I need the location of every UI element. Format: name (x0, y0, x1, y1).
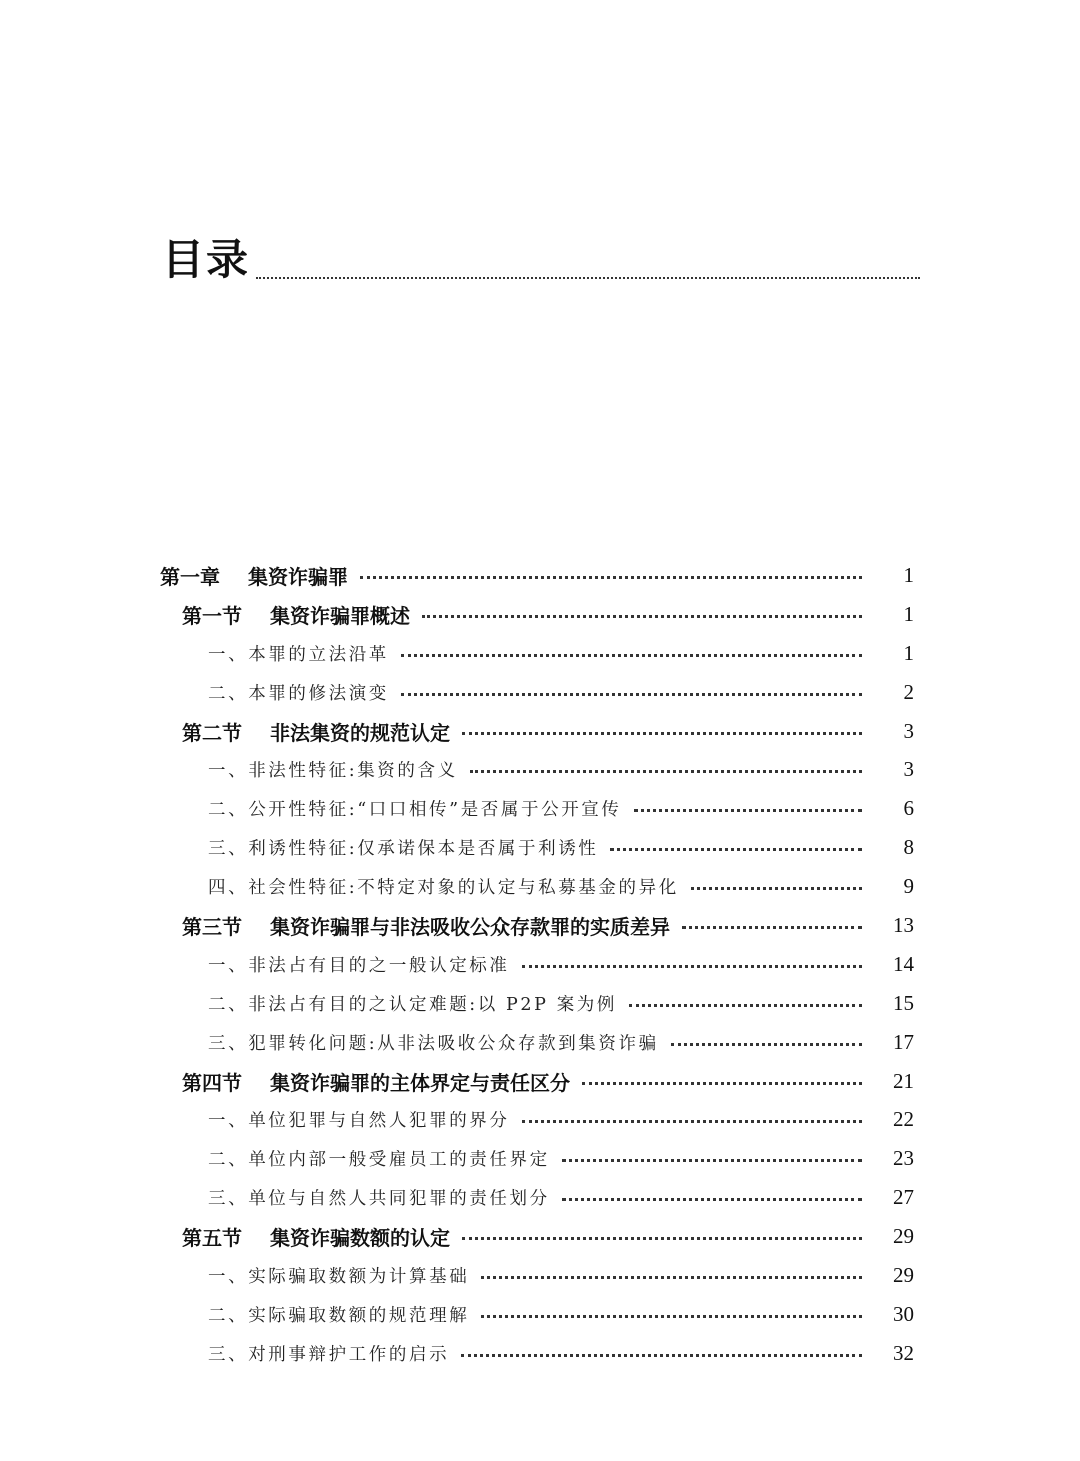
toc-entry-item[interactable] (0, 750, 1080, 789)
toc-entry-text: 一、本罪的立法沿革 (208, 644, 389, 665)
page-number: 29 (893, 1224, 914, 1249)
dot-leader (470, 770, 862, 773)
dot-leader (562, 1198, 862, 1201)
page-number: 27 (893, 1185, 914, 1210)
toc-entry-text (182, 717, 450, 746)
toc-entry-item[interactable] (0, 945, 1080, 984)
toc-entry-label: 第一节 (182, 603, 242, 628)
table-of-contents (0, 556, 1080, 1373)
toc-entry-label: 第三节 (182, 914, 242, 939)
dot-leader (481, 1276, 862, 1279)
dot-leader (461, 1354, 862, 1357)
toc-entry-item[interactable] (0, 673, 1080, 712)
toc-entry-label: 第一章 (160, 564, 220, 589)
page-number: 1 (903, 562, 914, 587)
toc-entry-item[interactable] (0, 828, 1080, 867)
toc-entry-text: 二、非法占有目的之认定难题:以 P2P 案为例 (208, 994, 618, 1015)
toc-entry-section[interactable] (0, 712, 1080, 751)
toc-entry-section[interactable] (0, 906, 1080, 945)
toc-entry-section[interactable] (0, 595, 1080, 634)
dot-leader (629, 1004, 862, 1007)
page-number: 14 (893, 951, 914, 976)
toc-entry-label: 第五节 (182, 1226, 242, 1251)
page-number: 2 (903, 679, 914, 704)
dot-leader (610, 848, 862, 851)
toc-entry-title: 集资诈骗罪 (248, 564, 348, 589)
toc-entry-title: 集资诈骗罪概述 (270, 603, 410, 628)
toc-entry-item[interactable] (0, 1178, 1080, 1217)
page-number: 3 (903, 718, 914, 743)
toc-entry-title: 集资诈骗罪与非法吸收公众存款罪的实质差异 (270, 914, 670, 939)
toc-entry-text: 一、非法性特征:集资的含义 (208, 761, 458, 782)
toc-entry-chapter[interactable] (0, 556, 1080, 595)
page-number: 15 (893, 990, 914, 1015)
toc-entry-text: 二、单位内部一般受雇员工的责任界定 (208, 1150, 550, 1171)
toc-entry-text: 一、单位犯罪与自然人犯罪的界分 (208, 1111, 510, 1132)
toc-entry-text: 一、实际骗取数额为计算基础 (208, 1266, 470, 1287)
toc-entry-section[interactable] (0, 1217, 1080, 1256)
page-number: 22 (893, 1107, 914, 1132)
toc-entry-text: 三、对刑事辩护工作的启示 (208, 1344, 450, 1365)
dot-leader (401, 654, 862, 657)
page-title: 目录 (162, 235, 251, 284)
toc-entry-text: 四、社会性特征:不特定对象的认定与私募基金的异化 (208, 878, 679, 899)
dot-leader (682, 926, 862, 929)
page-number: 32 (893, 1340, 914, 1365)
toc-entry-item[interactable] (0, 984, 1080, 1023)
page-number: 17 (893, 1029, 914, 1054)
toc-entry-text (160, 561, 348, 590)
dot-leader (634, 809, 863, 812)
page-number: 9 (903, 874, 914, 899)
dot-leader (360, 576, 862, 579)
page-number: 13 (893, 912, 914, 937)
toc-entry-text: 三、单位与自然人共同犯罪的责任划分 (208, 1189, 550, 1210)
dot-leader (582, 1082, 862, 1085)
toc-entry-text: 三、利诱性特征:仅承诺保本是否属于利诱性 (208, 839, 599, 860)
toc-entry-text: 三、犯罪转化问题:从非法吸收公众存款到集资诈骗 (208, 1033, 659, 1054)
page-number: 6 (903, 796, 914, 821)
toc-entry-text: 一、非法占有目的之一般认定标准 (208, 955, 510, 976)
dot-leader (691, 887, 862, 890)
toc-entry-item[interactable] (0, 867, 1080, 906)
toc-entry-text (182, 911, 670, 940)
toc-entry-section[interactable] (0, 1062, 1080, 1101)
toc-entry-item[interactable] (0, 1139, 1080, 1178)
toc-entry-text: 二、公开性特征:“口口相传”是否属于公开宣传 (208, 800, 622, 821)
toc-entry-item[interactable] (0, 1256, 1080, 1295)
dot-leader (562, 1159, 862, 1162)
toc-entry-text: 二、实际骗取数额的规范理解 (208, 1305, 470, 1326)
dot-leader (522, 1120, 863, 1123)
page-number: 23 (893, 1146, 914, 1171)
toc-title-row (162, 226, 920, 286)
dot-leader (422, 615, 862, 618)
dot-leader (462, 732, 862, 735)
toc-entry-title: 集资诈骗罪的主体界定与责任区分 (270, 1070, 570, 1095)
toc-entry-label: 第二节 (182, 720, 242, 745)
toc-entry-item[interactable] (0, 1334, 1080, 1373)
page-number: 8 (903, 835, 914, 860)
page-number: 21 (893, 1068, 914, 1093)
toc-entry-text (182, 600, 410, 629)
toc-entry-text (182, 1222, 450, 1251)
toc-entry-item[interactable] (0, 1100, 1080, 1139)
dot-leader (462, 1237, 862, 1240)
dot-leader (671, 1043, 862, 1046)
page-number: 1 (903, 601, 914, 626)
page-number: 3 (903, 757, 914, 782)
toc-entry-text: 二、本罪的修法演变 (208, 683, 389, 704)
toc-entry-title: 集资诈骗数额的认定 (270, 1226, 450, 1251)
dot-leader (522, 965, 863, 968)
dot-leader (481, 1315, 862, 1318)
page-number: 1 (903, 640, 914, 665)
page-number: 29 (893, 1262, 914, 1287)
toc-entry-text (182, 1067, 570, 1096)
dot-leader (401, 693, 862, 696)
toc-entry-title: 非法集资的规范认定 (270, 720, 450, 745)
toc-entry-label: 第四节 (182, 1070, 242, 1095)
page-number: 30 (893, 1301, 914, 1326)
title-dotted-rule (256, 277, 920, 279)
toc-entry-item[interactable] (0, 1295, 1080, 1334)
toc-entry-item[interactable] (0, 1023, 1080, 1062)
toc-entry-item[interactable] (0, 789, 1080, 828)
toc-entry-item[interactable] (0, 634, 1080, 673)
